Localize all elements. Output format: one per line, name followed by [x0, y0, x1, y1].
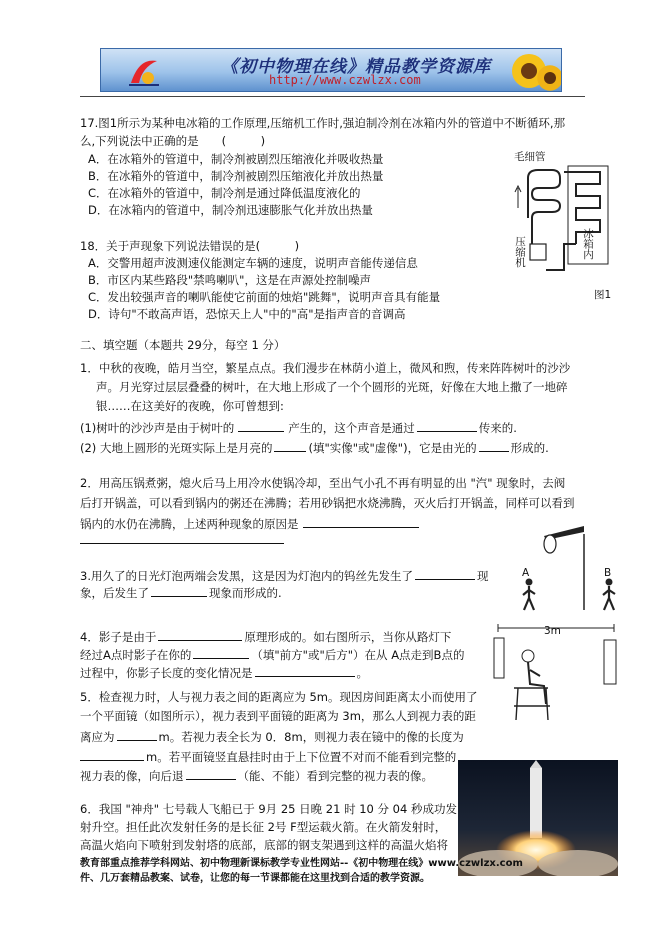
f5-line3 [80, 728, 464, 745]
q17-option-c: C．在冰箱外的管道中，制冷剂是通过降低温度液化的 [88, 186, 361, 200]
blank[interactable] [117, 728, 157, 741]
header-rule [80, 96, 585, 97]
blank[interactable] [80, 543, 284, 544]
f3-line1-text-a: 3.用久了的日光灯泡两端会发黑，这是因为灯泡内的钨丝先发生了 [80, 569, 413, 583]
f1-q1-text-c: 传来的. [478, 421, 517, 435]
figure-label-capillary: 毛细管 [514, 151, 546, 163]
f3-line2-text-b: 现象而形成的. [209, 586, 282, 600]
blank[interactable] [303, 515, 419, 528]
q17-stem-line2: 么,下列说法中正确的是 ( ) [80, 134, 266, 148]
f5-line3-text-a: 离应为 [80, 730, 115, 744]
q17-option-b: B．在冰箱外的管道中，制冷剂被剧烈压缩液化并放出热量 [88, 169, 384, 183]
f6-line3: 高温火焰向下喷射到发射塔的底部，底部的钢支架遇到这样的高温火焰将 [80, 838, 448, 852]
blank[interactable] [238, 419, 284, 432]
f1-q2 [80, 439, 549, 456]
blank[interactable] [274, 439, 306, 452]
fridge-diagram [508, 148, 620, 298]
f3-line2 [80, 584, 282, 601]
walker-b-icon [596, 578, 622, 612]
f4-line1-text-b: 原理形成的。如右图所示，当你从路灯下 [244, 630, 452, 644]
f3-line2-text-a: 象，后发生了 [80, 586, 149, 600]
f5-line5 [80, 767, 433, 784]
blank[interactable] [80, 748, 144, 761]
distance-label: 3m [544, 625, 561, 637]
q18-option-a: A．交警用超声波测速仪能测定车辆的速度，说明声音能传递信息 [88, 256, 418, 270]
blank[interactable] [255, 664, 355, 677]
f4-line3 [80, 664, 368, 681]
blank[interactable] [415, 567, 475, 580]
q18-option-c: C．发出较强声音的喇叭能使它前面的烛焰"跳舞"，说明声音具有能量 [88, 290, 441, 304]
f3-line1-text-b: 现 [476, 569, 489, 583]
f2-line3 [80, 515, 419, 532]
blank[interactable] [479, 439, 509, 452]
q17-stem-line1: 17.图1所示为某种电冰箱的工作原理,压缩机工作时,强迫制冷剂在冰箱内外的管道中不断循环,那 [80, 116, 566, 130]
f1-q2-text-c: 形成的. [510, 441, 549, 455]
footer-line1: 教育部重点推荐学科网站、初中物理新课标教学专业性网站--《初中物理在线》www.czwlzx.com [80, 858, 523, 869]
f5-line5-text-a: 视力表的像，向后退 [80, 769, 184, 783]
f6-line2: 射升空。担任此次发射任务的是长征 2号 F型运载火箭。在火箭发射时， [80, 820, 447, 834]
blank[interactable] [193, 646, 249, 659]
f1-q1-text-b: 产生的，这个声音是通过 [288, 421, 415, 435]
f4-line3-text-a: 过程中，你影子长度的变化情况是 [80, 666, 253, 680]
f1-line2: 声。月光穿过层层叠叠的树叶，在大地上形成了一个个圆形的光斑，好像在大地上撒了一地碎 [96, 380, 568, 394]
f5-line4-text: m。若平面镜竖直悬挂时由于上下位置不对而不能看到完整的 [146, 750, 457, 764]
f4-line2 [80, 646, 464, 663]
figure-label-inside: 冰箱内 [582, 228, 594, 260]
f2-line1: 2．用高压锅煮粥，熄火后马上用冷水使锅冷却，至出气小孔不再有明显的出 "汽" 现象时，去阀 [80, 476, 566, 490]
blank[interactable] [417, 419, 477, 432]
f4-line2-text-a: 经过A点时影子在你的 [80, 648, 192, 662]
q18-option-d: D．诗句"不敢高声语，恐惊天上人"中的"高"是指声音的音调高 [88, 307, 406, 321]
blank[interactable] [158, 628, 242, 641]
f5-line4 [80, 748, 456, 765]
f5-line3-text-b: m。若视力表全长为 0．8m，则视力表在镜中的像的长度为 [158, 730, 464, 744]
banner-title: 《初中物理在线》精品教学资源库 [221, 57, 491, 77]
banner-url: http://www.czwlzx.com [269, 73, 421, 87]
q18-stem: 18．关于声现象下列说法错误的是( ) [80, 239, 300, 253]
section-heading: 二、填空题（本题共 29分，每空 1 分） [80, 338, 286, 352]
f2-line3-text: 锅内的水仍在沸腾，上述两种现象的原因是 [80, 517, 299, 531]
f1-q2-text-b: (填"实像"或"虚像")，它是由光的 [308, 441, 477, 455]
f1-line3: 银……在这美好的夜晚，你可曾想到: [96, 399, 284, 413]
f6-line1: 6．我国 "神舟" 七号载人飞船已于 9月 25 日晚 21 时 10 分 04 秒成功发 [80, 802, 457, 816]
f4-line2-text-b: （填"前方"或"后方"）在从 A点走到B点的 [251, 648, 465, 662]
blank[interactable] [151, 584, 207, 597]
q17-option-a: A．在冰箱外的管道中，制冷剂被剧烈压缩液化并吸收热量 [88, 152, 384, 166]
f1-q1 [80, 419, 517, 436]
f1-q2-text-a: (2) 大地上圆形的光斑实际上是月亮的 [80, 441, 273, 455]
f1-q1-text-a: (1)树叶的沙沙声是由于树叶的 [80, 421, 235, 435]
f5-line2: 一个平面镜（如图所示），视力表到平面镜的距离为 3m，那么人到视力表的距 [80, 709, 476, 723]
q18-option-b: B．市区内某些路段"禁鸣喇叭"，这是在声源处控制噪声 [88, 273, 371, 287]
point-a-label: A [522, 567, 530, 579]
f4-line1-text-a: 4．影子是由于 [80, 630, 157, 644]
header-banner [100, 48, 562, 92]
f2-line2: 后打开锅盖，可以看到锅内的粥还在沸腾；若用砂锅把水烧沸腾，灭火后打开锅盖，同样可以看到 [80, 496, 575, 510]
f4-line1 [80, 628, 451, 645]
footer-line2: 件、几万套精品教案、试卷，让您的每一节课都能在这里找到合适的教学资源。 [80, 873, 430, 884]
f1-line1: 1．中秋的夜晚，皓月当空，繁星点点。我们漫步在林荫小道上，微风和煦，传来阵阵树叶的沙沙 [80, 361, 571, 375]
figure-caption: 图1 [594, 289, 612, 301]
f5-line5-text-b: （能、不能）看到完整的视力表的像。 [237, 769, 433, 783]
walker-a-icon [516, 578, 542, 612]
f3-line1 [80, 567, 488, 584]
blank[interactable] [186, 767, 236, 780]
figure-label-compressor: 压缩机 [514, 236, 526, 268]
logo-icon [127, 55, 161, 87]
f5-line1: 5．检查视力时，人与视力表之间的距离应为 5m。现因房间距离太小而使用了 [80, 690, 478, 704]
sunflower-icon [535, 63, 562, 92]
q17-option-d: D．在冰箱内的管道中，制冷剂迅速膨胀气化并放出热量 [88, 203, 373, 217]
f4-line3-text-b: 。 [356, 666, 368, 680]
point-b-label: B [604, 567, 612, 579]
